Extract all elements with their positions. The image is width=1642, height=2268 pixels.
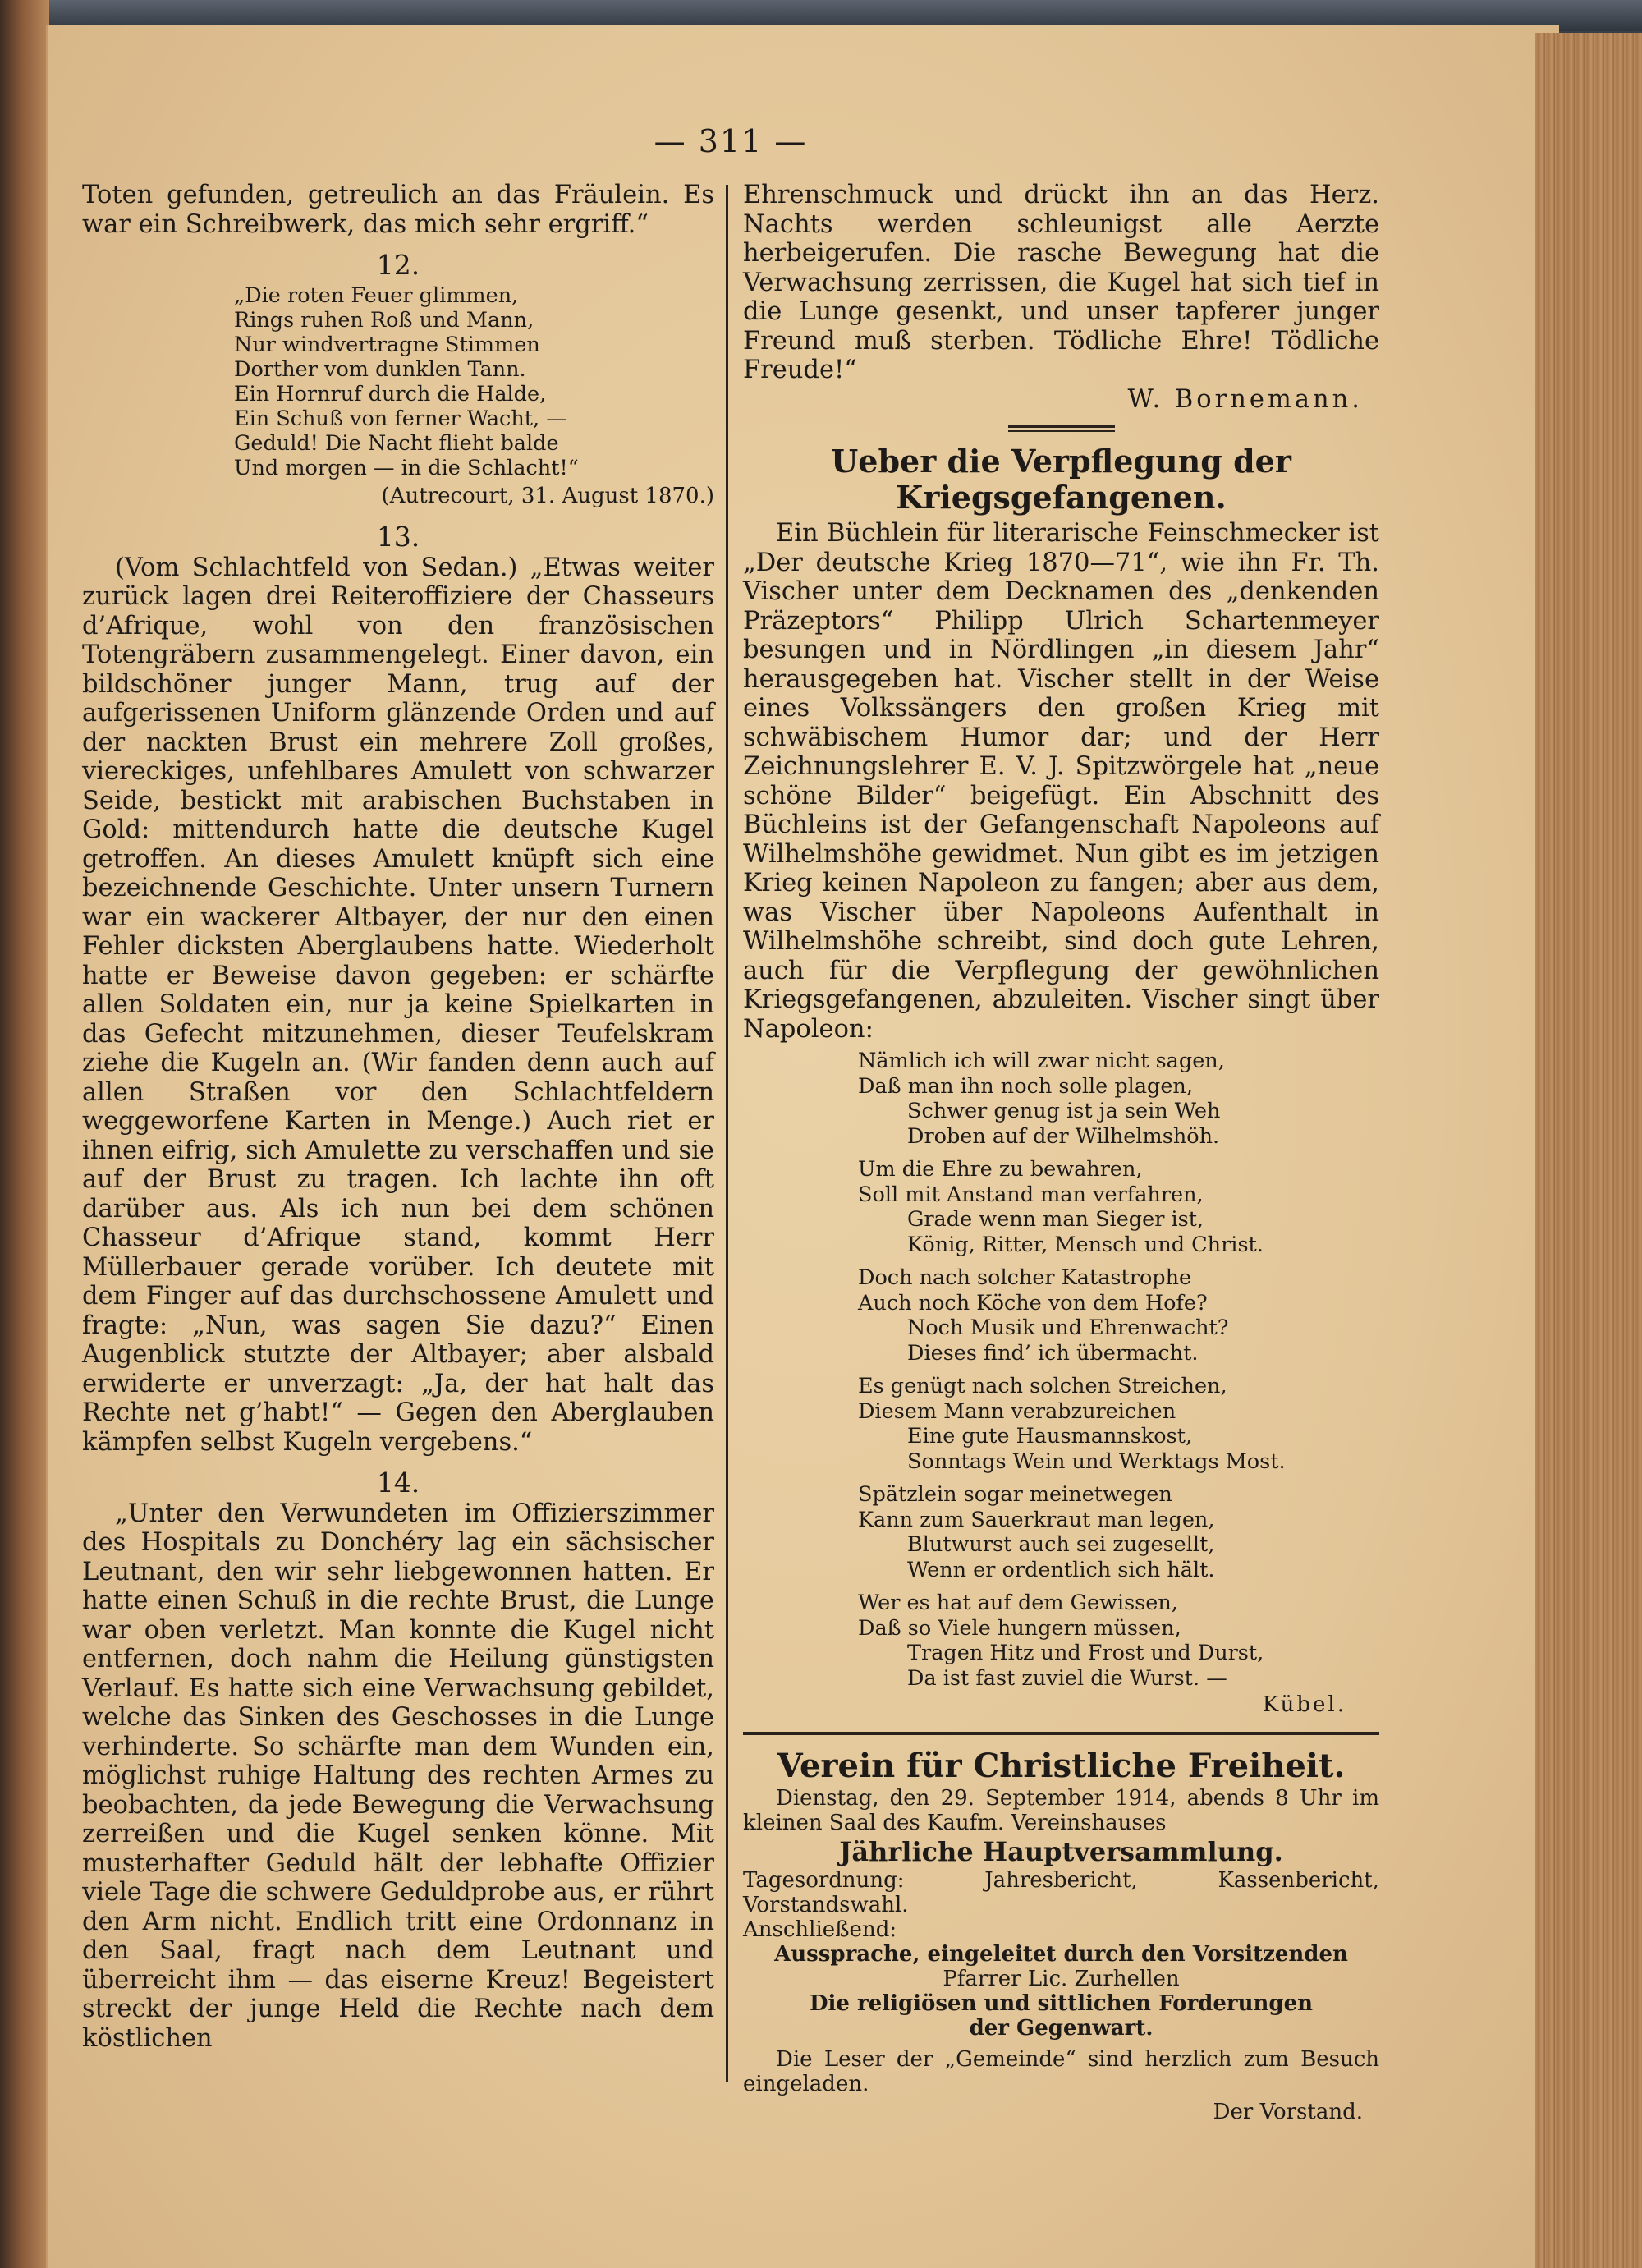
poem-line: Da ist fast zuviel die Wurst. —	[907, 1665, 1227, 1691]
page-number: — 311 —	[654, 123, 808, 159]
poem-stanza	[858, 1265, 1379, 1366]
notice-rule	[743, 1732, 1379, 1735]
vischer-poem	[858, 1049, 1379, 1691]
poem-line: Dieses find’ ich übermacht.	[907, 1340, 1199, 1366]
poem-line: Doch nach solcher Katastrophe	[858, 1265, 1192, 1290]
poem-stanza	[858, 1049, 1379, 1149]
page-edges-right	[1535, 33, 1642, 2268]
poem-stanza	[858, 1591, 1379, 1691]
poem-line: Rings ruhen Roß und Mann,	[234, 307, 534, 333]
left-intro: Toten gefunden, getreulich an das Fräulein. Es war ein Schreibwerk, das mich sehr ergriff.“	[82, 181, 714, 239]
poem-line: Nur windvertragne Stimmen	[234, 332, 540, 357]
notice-date: Dienstag, den 29. September 1914, abends 8 Uhr im kleinen Saal des Kaufm. Vereinshauses	[743, 1785, 1379, 1835]
poem-stanza	[858, 1157, 1379, 1257]
article-text: Ein Büchlein für literarische Feinschmecker ist „Der deutsche Krieg 1870—71“, wie ihn Fr. Th. Vischer unter dem Decknamen des „denkenden Präzeptors“ Philipp Ulrich Schartenmeyer besungen und in Nördlingen „in diesem Jahr“ herausgegeben hat. Vischer stellt in der Weise eines Volkssängers den großen Krieg mit schwäbischem Humor dar; und der Herr Zeichnungslehrer E. V. J. Spitzwörgele hat „neue schöne Bilder“ beigefügt. Ein Abschnitt des Büchleins ist der Gefangenschaft Napoleons auf Wilhelmshöhe gewidmet. Nun gibt es im jetzigen Krieg keinen Napoleon zu fangen; aber aus dem, was Vischer über Napoleons Aufenthalt in Wilhelmshöhe schreibt, sind doch gute Lehren, auch für die Verpflegung der gewöhnlichen Kriegsgefangenen, abzuleiten. Vischer singt über Napoleon:	[743, 519, 1379, 1044]
poem-line: König, Ritter, Mensch und Christ.	[907, 1232, 1264, 1257]
book-spine-left	[0, 0, 49, 2268]
section-12-source: (Autrecourt, 31. August 1870.)	[381, 483, 714, 508]
poem-signature: Kübel.	[1262, 1692, 1346, 1717]
poem-stanza	[858, 1482, 1379, 1582]
right-continuation: Ehrenschmuck und drückt ihn an das Herz. Nachts werden schleunigst alle Aerzte herbeigerufen. Die rasche Bewegung hat die Verwachsung zerrissen, die Kugel hat sich tief in die Lunge gesenkt, und unser tapferer junger Freund muß sterben. Tödliche Ehre! Tödliche Freude!“	[743, 181, 1379, 384]
section-12-number: 12.	[376, 249, 420, 281]
poem-line: Ein Schuß von ferner Wacht, —	[234, 406, 567, 431]
poem-line: Nämlich ich will zwar nicht sagen,	[858, 1049, 1225, 1073]
right-column	[743, 181, 1379, 2124]
notice-topic-line-1: Die religiösen und sittlichen Forderungen	[809, 1990, 1314, 2016]
notice-invite: Die Leser der „Gemeinde“ sind herzlich zum Besuch eingeladen.	[743, 2046, 1379, 2096]
notice-agenda: Tagesordnung: Jahresbericht, Kassenbericht, Vorstandswahl.	[743, 1867, 1379, 1917]
poem-line: Blutwurst auch sei zugesellt,	[907, 1532, 1215, 1557]
poem-line: Schwer genug ist ja sein Weh	[907, 1099, 1221, 1123]
poem-line: Sonntags Wein und Werktags Most.	[907, 1448, 1286, 1474]
poem-line: Daß man ihn noch solle plagen,	[858, 1073, 1193, 1099]
notice-topic-line-2: der Gegenwart.	[969, 2015, 1154, 2041]
poem-line: Diesem Mann verabzureichen	[858, 1398, 1176, 1424]
section-14-number: 14.	[376, 1467, 420, 1499]
poem-line: Tragen Hitz und Frost und Durst,	[907, 1641, 1264, 1665]
poem-line: Dorther vom dunklen Tann.	[234, 356, 526, 382]
poem-line: Spätzlein sogar meinetwegen	[858, 1482, 1172, 1507]
section-12-poem	[234, 283, 714, 480]
poem-line: „Die roten Feuer glimmen,	[234, 282, 519, 308]
column-divider	[726, 185, 728, 2082]
poem-line: Und morgen — in die Schlacht!“	[234, 455, 579, 480]
left-column	[82, 181, 714, 2053]
section-14-text: „Unter den Verwundeten im Offizierszimmer des Hospitals zu Donchéry lag ein sächsischer Leutnant, den wir sehr liebgewonnen hatten. Er hatte einen Schuß in die rechte Brust, die Lunge war oben verletzt. Man konnte die Kugel nicht entfernen, doch nahm die Heilung günstigsten Verlauf. Es hatte sich eine Verwachsung gebildet, welche das Sinken des Geschosses in die Lunge verhinderte. So schärfte man dem Wunden ein, möglichst ruhige Haltung des rechten Armes zu beobachten, da jede Bewegung die Verwachsung zerreißen und die Kugel senken könne. Mit musterhafter Geduld hält der lebhafte Offizier viele Tage die schwere Geduldprobe aus, er rührt den Arm nicht. Endlich tritt eine Ordonnanz in den Saal, fragt nach dem Leutnant und überreicht ihm — das eiserne Kreuz! Begeistert streckt der junge Held die Rechte nach dem köstlichen	[82, 1499, 714, 2053]
notice-after: Anschließend:	[743, 1917, 897, 1942]
poem-line: Eine gute Hausmannskost,	[907, 1424, 1193, 1448]
poem-stanza	[858, 1374, 1379, 1474]
poem-line: Kann zum Sauerkraut man legen,	[858, 1507, 1215, 1532]
author-signature: W. Bornemann.	[1127, 384, 1363, 414]
poem-line: Geduld! Die Nacht flieht balde	[234, 430, 559, 456]
poem-line: Auch noch Köche von dem Hofe?	[858, 1290, 1208, 1315]
poem-line: Um die Ehre zu bewahren,	[858, 1157, 1143, 1182]
section-13-text: (Vom Schlachtfeld von Sedan.) „Etwas weiter zurück lagen drei Reiteroffiziere der Chasseurs d’Afrique, wohl von den französischen Totengräbern zusammengelegt. Einer davon, ein bildschöner junger Mann, trug auf der aufgerissenen Uniform glänzende Orden und auf der nackten Brust ein mehrere Zoll großes, viereckiges, unfehlbares Amulett von schwarzer Seide, bestickt mit arabischen Buchstaben in Gold: mittendurch hatte die deutsche Kugel getroffen. An dieses Amulett knüpft sich eine bezeichnende Geschichte. Unter unsern Turnern war ein wackerer Altbayer, der nur den einen Fehler dicksten Aberglaubens hatte. Wiederholt hatte er Beweise davon gegeben: er schärfte allen Soldaten ein, nur ja keine Spielkarten in das Gefecht mitzunehmen, dieser Teufelskram ziehe die Kugeln an. (Wir fanden denn auch auf allen Straßen vor den Schlachtfeldern weggeworfene Karten in Menge.) Auch riet er ihnen eifrig, sich Amulette zu verschaffen und sie auf der Brust zu tragen. Ich lachte ihn oft darüber aus. Als ich nun bei dem schönen Chasseur d’Afrique stand, kommt Herr Müllerbauer gerade vorüber. Ich deutete mit dem Finger auf das durchschossene Amulett und fragte: „Nun, was sagen Sie dazu?“ Einen Augenblick stutzte der Altbayer; aber alsbald erwiderte er unverzagt: „Ja, der hat halt das Rechte net g’habt!“ — Gegen den Aberglauben kämpfen selbst Kugeln vergebens.“	[82, 553, 714, 1457]
poem-line: Droben auf der Wilhelmshöh.	[907, 1123, 1220, 1149]
notice-speaker: Pfarrer Lic. Zurhellen	[943, 1966, 1180, 1991]
section-13-number: 13.	[376, 521, 420, 553]
double-rule	[1008, 425, 1115, 432]
poem-line: Es genügt nach solchen Streichen,	[858, 1374, 1227, 1398]
poem-line: Noch Musik und Ehrenwacht?	[907, 1315, 1229, 1340]
notice-title: Verein für Christliche Freiheit.	[777, 1746, 1346, 1785]
poem-line: Soll mit Anstand man verfahren,	[858, 1182, 1204, 1207]
poem-line: Ein Hornruf durch die Halde,	[234, 381, 547, 406]
poem-line: Daß so Viele hungern müssen,	[858, 1615, 1181, 1641]
poem-line: Wer es hat auf dem Gewissen,	[858, 1591, 1178, 1615]
poem-line: Wenn er ordentlich sich hält.	[907, 1557, 1215, 1582]
notice-signature: Der Vorstand.	[1213, 2099, 1363, 2124]
article-title: Ueber die Verpflegung der Kriegsgefangenen.	[831, 443, 1291, 516]
notice-event: Jährliche Hauptversammlung.	[839, 1835, 1283, 1867]
poem-line: Grade wenn man Sieger ist,	[907, 1207, 1204, 1232]
notice-talk: Aussprache, eingeleitet durch den Vorsitzenden	[774, 1941, 1348, 1967]
